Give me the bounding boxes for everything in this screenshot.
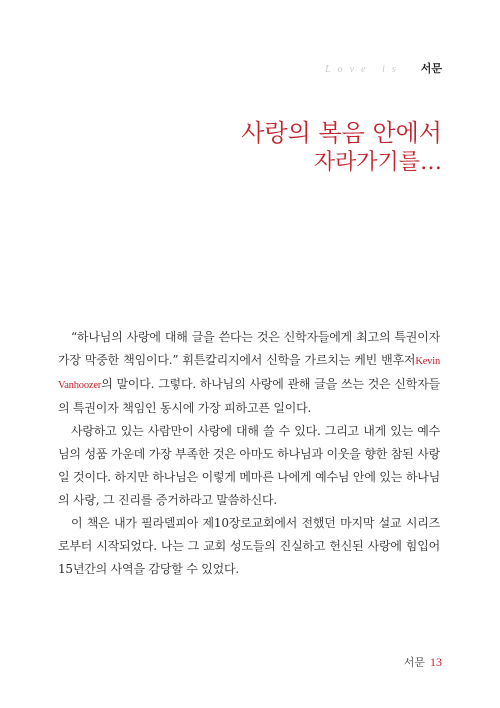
paragraph-1: [58, 326, 440, 420]
footer-section-label: 서문: [403, 656, 425, 669]
paragraph-2: 사랑하고 있는 사람만이 사랑에 대해 쓸 수 있다. 그리고 내게 있는 예수님의 성품 가운데 가장 부족한 것은 아마도 하나님과 이웃을 향한 참된 사랑일 것이다. 하지만 하나님은 이렇게 메마른 나에게 예수님 안에 있는 하나님의 사랑, 그 진리를 증거하라고 말씀하신다.: [58, 424, 440, 507]
running-head: [325, 60, 442, 76]
title-line-2: 자라가기를…: [313, 150, 442, 175]
paragraph-1-part-1: “하나님의 사랑에 대해 글을 쓴다는 것은 신학자들에게 최고의 특권이자 가장 막중한 책임이다.” 휘튼칼리지에서 신학을 가르치는 케빈 밴후저: [58, 330, 440, 367]
author-name-english: Kevin Vanhoozer: [58, 356, 440, 391]
body-text: [58, 326, 440, 581]
paragraph-1-part-2: 의 말이다. 그렇다. 하나님의 사랑에 관해 글을 쓰는 것은 신학자들의 특권이자 책임인 동시에 가장 피하고픈 일이다.: [58, 377, 440, 415]
paragraph-3: 이 책은 내가 필라델피아 제10장로교회에서 전했던 마지막 설교 시리즈로부터 시작되었다. 나는 그 교회 성도들의 진실하고 헌신된 사랑에 힘입어 15년간의 사역을 감당할 수 있었다.: [58, 516, 440, 576]
chapter-title: [241, 118, 442, 178]
title-line-1: 사랑의 복음 안에서: [241, 119, 442, 147]
page-number: 13: [430, 655, 442, 669]
page-footer: [404, 654, 442, 670]
running-head-section: 서문: [420, 62, 442, 75]
running-head-script: Love is: [325, 64, 403, 75]
